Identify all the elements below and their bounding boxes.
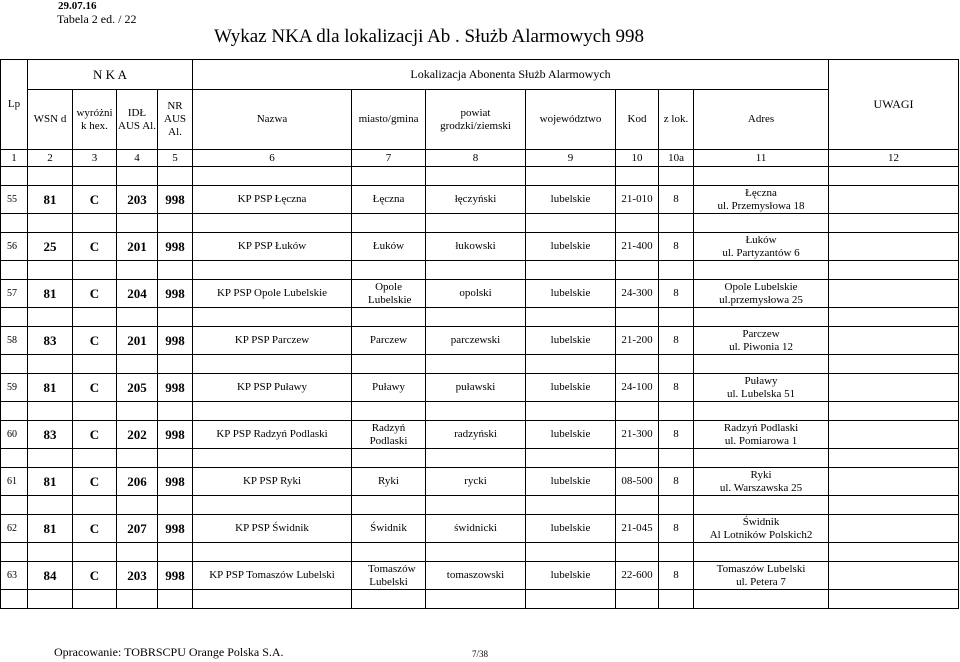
table-row — [1, 186, 959, 214]
row-wyrozni: C — [73, 374, 117, 402]
row-miasto: Opole Lubelskie — [352, 280, 426, 308]
row-adres — [694, 280, 829, 308]
table-row — [1, 421, 959, 449]
row-powiat: łęczyński — [426, 186, 526, 214]
row-z-lok: 8 — [659, 515, 694, 543]
table-row — [1, 374, 959, 402]
row-adres — [694, 421, 829, 449]
header-lp: Lp — [1, 60, 28, 150]
row-wojewodztwo: lubelskie — [526, 468, 616, 496]
row-uwagi — [829, 562, 959, 590]
row-wojewodztwo: lubelskie — [526, 562, 616, 590]
row-idl: 204 — [117, 280, 158, 308]
row-wsn: 81 — [28, 468, 73, 496]
row-idl: 203 — [117, 186, 158, 214]
row-lp: 57 — [1, 280, 28, 308]
row-lp: 59 — [1, 374, 28, 402]
row-wsn: 81 — [28, 280, 73, 308]
header-uwagi: UWAGI — [829, 60, 959, 150]
row-adres — [694, 515, 829, 543]
header-lokalizacja: Lokalizacja Abonenta Służb Alarmowych — [193, 60, 829, 90]
table-row — [1, 468, 959, 496]
row-idl: 201 — [117, 327, 158, 355]
row-nr: 998 — [158, 327, 193, 355]
header-powiat: powiat grodzki/ziemski — [426, 90, 526, 150]
row-adres — [694, 374, 829, 402]
address-city: Puławy — [744, 374, 778, 387]
address-city: Ryki — [750, 468, 772, 481]
header-z-lok: z lok. — [659, 90, 694, 150]
address-street: ul. Pomiarowa 1 — [724, 434, 798, 447]
spacer-row — [1, 214, 959, 233]
row-lp: 55 — [1, 186, 28, 214]
header-idl: IDŁ AUS Al. — [117, 90, 158, 150]
address-city: Łuków — [745, 233, 777, 246]
column-number: 10 — [616, 150, 659, 167]
header-wsn: WSN d — [28, 90, 73, 150]
column-number: 6 — [193, 150, 352, 167]
row-wojewodztwo: lubelskie — [526, 327, 616, 355]
row-z-lok: 8 — [659, 421, 694, 449]
row-nazwa: KP PSP Opole Lubelskie — [193, 280, 352, 308]
row-kod: 22-600 — [616, 562, 659, 590]
address-city: Opole Lubelskie — [724, 280, 798, 293]
row-idl: 203 — [117, 562, 158, 590]
row-idl: 207 — [117, 515, 158, 543]
spacer-row — [1, 590, 959, 609]
row-uwagi — [829, 374, 959, 402]
row-adres — [694, 327, 829, 355]
row-wyrozni: C — [73, 468, 117, 496]
row-z-lok: 8 — [659, 562, 694, 590]
row-z-lok: 8 — [659, 327, 694, 355]
row-lp: 58 — [1, 327, 28, 355]
table-row — [1, 233, 959, 261]
row-nr: 998 — [158, 233, 193, 261]
row-adres — [694, 186, 829, 214]
column-number: 5 — [158, 150, 193, 167]
page-number: 7/38 — [472, 649, 489, 659]
row-lp: 61 — [1, 468, 28, 496]
row-adres — [694, 468, 829, 496]
row-nazwa: KP PSP Świdnik — [193, 515, 352, 543]
nka-table — [0, 59, 959, 609]
header-nr: NR AUS Al. — [158, 90, 193, 150]
table-row — [1, 515, 959, 543]
document-date: 29.07.16 — [58, 0, 97, 12]
row-wojewodztwo: lubelskie — [526, 374, 616, 402]
row-nazwa: KP PSP Parczew — [193, 327, 352, 355]
row-miasto: Tomaszów Lubelski — [352, 562, 426, 590]
row-powiat: parczewski — [426, 327, 526, 355]
row-uwagi — [829, 186, 959, 214]
row-uwagi — [829, 233, 959, 261]
spacer-row — [1, 355, 959, 374]
row-wojewodztwo: lubelskie — [526, 233, 616, 261]
row-nr: 998 — [158, 421, 193, 449]
row-wyrozni: C — [73, 515, 117, 543]
address-street: ul. Przemysłowa 18 — [717, 199, 805, 212]
spacer-row — [1, 402, 959, 421]
row-kod: 21-400 — [616, 233, 659, 261]
row-uwagi — [829, 421, 959, 449]
row-miasto: Ryki — [352, 468, 426, 496]
row-nr: 998 — [158, 374, 193, 402]
row-powiat: puławski — [426, 374, 526, 402]
address-street: ul. Partyzantów 6 — [722, 246, 800, 259]
row-wsn: 83 — [28, 327, 73, 355]
column-number: 2 — [28, 150, 73, 167]
row-z-lok: 8 — [659, 468, 694, 496]
row-powiat: radzyński — [426, 421, 526, 449]
address-city: Radzyń Podlaski — [723, 421, 799, 434]
row-powiat: łukowski — [426, 233, 526, 261]
row-uwagi — [829, 468, 959, 496]
row-z-lok: 8 — [659, 280, 694, 308]
row-nazwa: KP PSP Łęczna — [193, 186, 352, 214]
row-nazwa: KP PSP Ryki — [193, 468, 352, 496]
row-nr: 998 — [158, 515, 193, 543]
row-idl: 202 — [117, 421, 158, 449]
row-kod: 21-045 — [616, 515, 659, 543]
row-wyrozni: C — [73, 421, 117, 449]
table-row — [1, 280, 959, 308]
spacer-row — [1, 543, 959, 562]
header-nka: N K A — [28, 60, 193, 90]
spacer-row — [1, 167, 959, 186]
row-miasto: Puławy — [352, 374, 426, 402]
row-nr: 998 — [158, 468, 193, 496]
row-nr: 998 — [158, 280, 193, 308]
table-row — [1, 562, 959, 590]
address-street: ul. Warszawska 25 — [719, 481, 803, 494]
column-number: 7 — [352, 150, 426, 167]
page-title: Wykaz NKA dla lokalizacji Ab . Służb Alarmowych 998 — [214, 26, 644, 47]
address-city: Parczew — [742, 327, 780, 340]
row-wojewodztwo: lubelskie — [526, 515, 616, 543]
row-wyrozni: C — [73, 280, 117, 308]
row-nr: 998 — [158, 186, 193, 214]
row-z-lok: 8 — [659, 374, 694, 402]
row-kod: 21-200 — [616, 327, 659, 355]
row-wsn: 25 — [28, 233, 73, 261]
row-wojewodztwo: lubelskie — [526, 421, 616, 449]
row-powiat: rycki — [426, 468, 526, 496]
header-wyrozni: wyróżni k hex. — [73, 90, 117, 150]
row-miasto: Radzyń Podlaski — [352, 421, 426, 449]
row-powiat: opolski — [426, 280, 526, 308]
row-wsn: 81 — [28, 374, 73, 402]
header-miasto: miasto/gmina — [352, 90, 426, 150]
row-kod: 08-500 — [616, 468, 659, 496]
address-street: ul.przemysłowa 25 — [719, 293, 803, 306]
row-nr: 998 — [158, 562, 193, 590]
address-street: Al Lotników Polskich2 — [709, 528, 813, 541]
row-nazwa: KP PSP Radzyń Podlaski — [193, 421, 352, 449]
row-wojewodztwo: lubelskie — [526, 186, 616, 214]
row-wsn: 83 — [28, 421, 73, 449]
spacer-row — [1, 449, 959, 468]
address-street: ul. Petera 7 — [736, 575, 786, 588]
column-number: 3 — [73, 150, 117, 167]
address-city: Świdnik — [742, 515, 780, 528]
spacer-row — [1, 308, 959, 327]
row-wyrozni: C — [73, 186, 117, 214]
column-number: 12 — [829, 150, 959, 167]
row-kod: 21-300 — [616, 421, 659, 449]
row-kod: 24-100 — [616, 374, 659, 402]
row-wsn: 84 — [28, 562, 73, 590]
row-powiat: świdnicki — [426, 515, 526, 543]
row-adres — [694, 562, 829, 590]
header-adres: Adres — [694, 90, 829, 150]
row-idl: 201 — [117, 233, 158, 261]
row-z-lok: 8 — [659, 233, 694, 261]
row-wyrozni: C — [73, 327, 117, 355]
column-number: 8 — [426, 150, 526, 167]
row-kod: 24-300 — [616, 280, 659, 308]
row-idl: 205 — [117, 374, 158, 402]
address-city: Tomaszów Lubelski — [716, 562, 806, 575]
row-powiat: tomaszowski — [426, 562, 526, 590]
row-lp: 62 — [1, 515, 28, 543]
row-wyrozni: C — [73, 233, 117, 261]
spacer-row — [1, 261, 959, 280]
column-number: 11 — [694, 150, 829, 167]
column-number: 10a — [659, 150, 694, 167]
column-number: 4 — [117, 150, 158, 167]
address-street: ul. Piwonia 12 — [729, 340, 793, 353]
row-idl: 206 — [117, 468, 158, 496]
row-kod: 21-010 — [616, 186, 659, 214]
row-miasto: Łęczna — [352, 186, 426, 214]
address-city: Łęczna — [745, 186, 777, 199]
row-miasto: Świdnik — [352, 515, 426, 543]
row-lp: 60 — [1, 421, 28, 449]
row-z-lok: 8 — [659, 186, 694, 214]
row-wyrozni: C — [73, 562, 117, 590]
footer-prepared-by: Opracowanie: TOBRSCPU Orange Polska S.A. — [54, 645, 284, 659]
table-edition-label: Tabela 2 ed. / 22 — [57, 12, 137, 26]
row-miasto: Łuków — [352, 233, 426, 261]
row-uwagi — [829, 327, 959, 355]
address-street: ul. Lubelska 51 — [726, 387, 796, 400]
row-nazwa: KP PSP Puławy — [193, 374, 352, 402]
row-adres — [694, 233, 829, 261]
header-kod: Kod — [616, 90, 659, 150]
table-row — [1, 327, 959, 355]
column-number: 1 — [1, 150, 28, 167]
header-nazwa: Nazwa — [193, 90, 352, 150]
row-wsn: 81 — [28, 515, 73, 543]
column-number: 9 — [526, 150, 616, 167]
row-wojewodztwo: lubelskie — [526, 280, 616, 308]
row-nazwa: KP PSP Tomaszów Lubelski — [193, 562, 352, 590]
row-lp: 56 — [1, 233, 28, 261]
row-uwagi — [829, 515, 959, 543]
row-miasto: Parczew — [352, 327, 426, 355]
row-wsn: 81 — [28, 186, 73, 214]
row-nazwa: KP PSP Łuków — [193, 233, 352, 261]
row-uwagi — [829, 280, 959, 308]
row-lp: 63 — [1, 562, 28, 590]
spacer-row — [1, 496, 959, 515]
header-wojewodztwo: województwo — [526, 90, 616, 150]
